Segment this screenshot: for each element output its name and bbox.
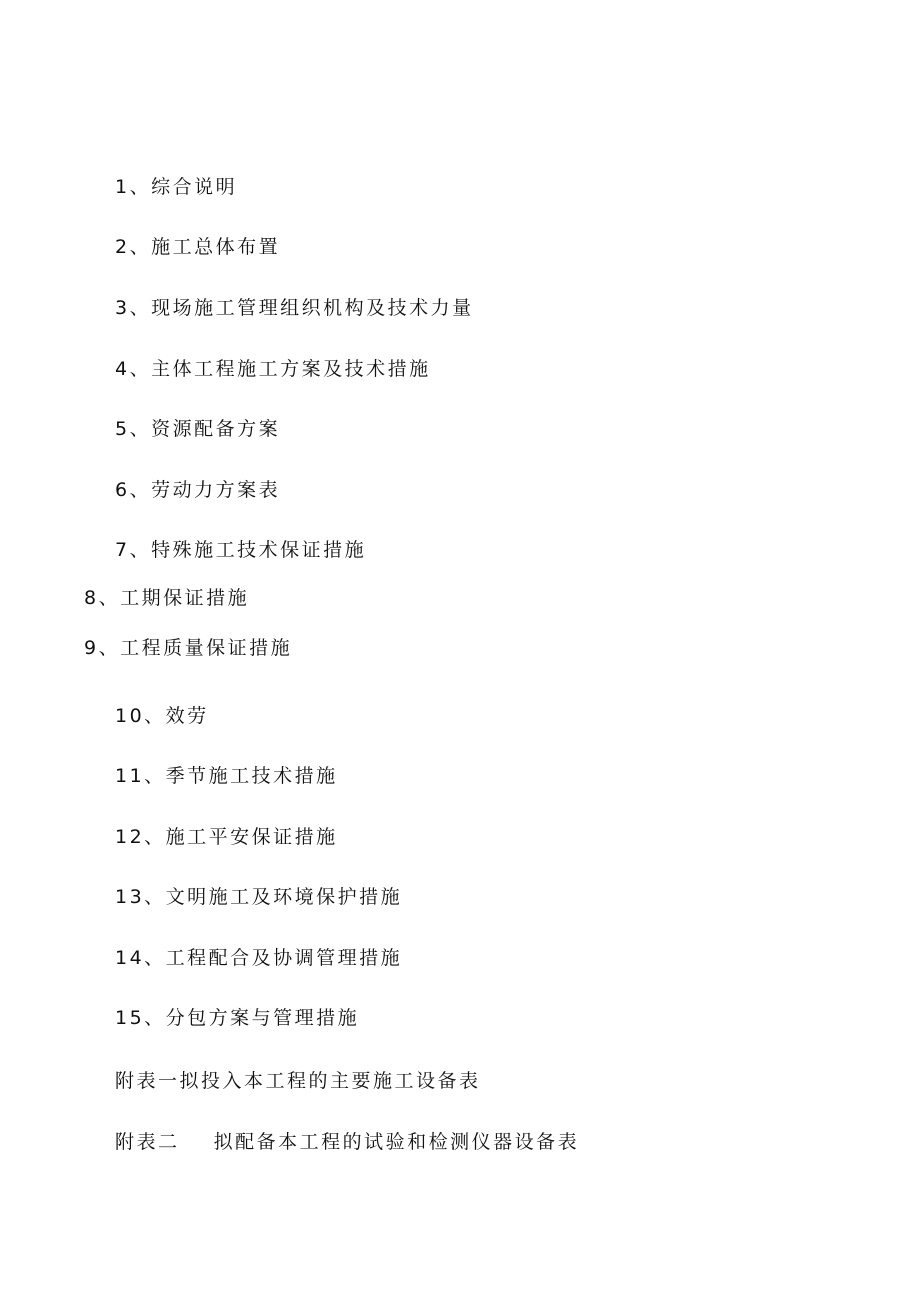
- toc-item-10: 10、效劳: [115, 705, 209, 727]
- toc-item-2: 2、施工总体布置: [115, 236, 281, 258]
- toc-item-9: 9、工程质量保证措施: [84, 637, 293, 659]
- toc-item-7: 7、特殊施工技术保证措施: [115, 539, 367, 561]
- toc-item-6: 6、劳动力方案表: [115, 479, 281, 501]
- toc-item-11: 11、季节施工技术措施: [115, 765, 338, 787]
- toc-item-12: 12、施工平安保证措施: [115, 826, 338, 848]
- toc-item-1: 1、综合说明: [115, 176, 238, 198]
- appendix-1: 附表一拟投入本工程的主要施工设备表: [115, 1070, 481, 1092]
- toc-item-5: 5、资源配备方案: [115, 418, 281, 440]
- toc-item-13: 13、文明施工及环境保护措施: [115, 886, 403, 908]
- toc-item-3: 3、现场施工管理组织机构及技术力量: [115, 297, 474, 319]
- toc-item-4: 4、主体工程施工方案及技术措施: [115, 358, 431, 380]
- toc-item-8: 8、工期保证措施: [84, 587, 250, 609]
- toc-item-14: 14、工程配合及协调管理措施: [115, 947, 403, 969]
- appendix-2: 附表二 拟配备本工程的试验和检测仪器设备表: [115, 1131, 580, 1153]
- toc-item-15: 15、分包方案与管理措施: [115, 1007, 360, 1029]
